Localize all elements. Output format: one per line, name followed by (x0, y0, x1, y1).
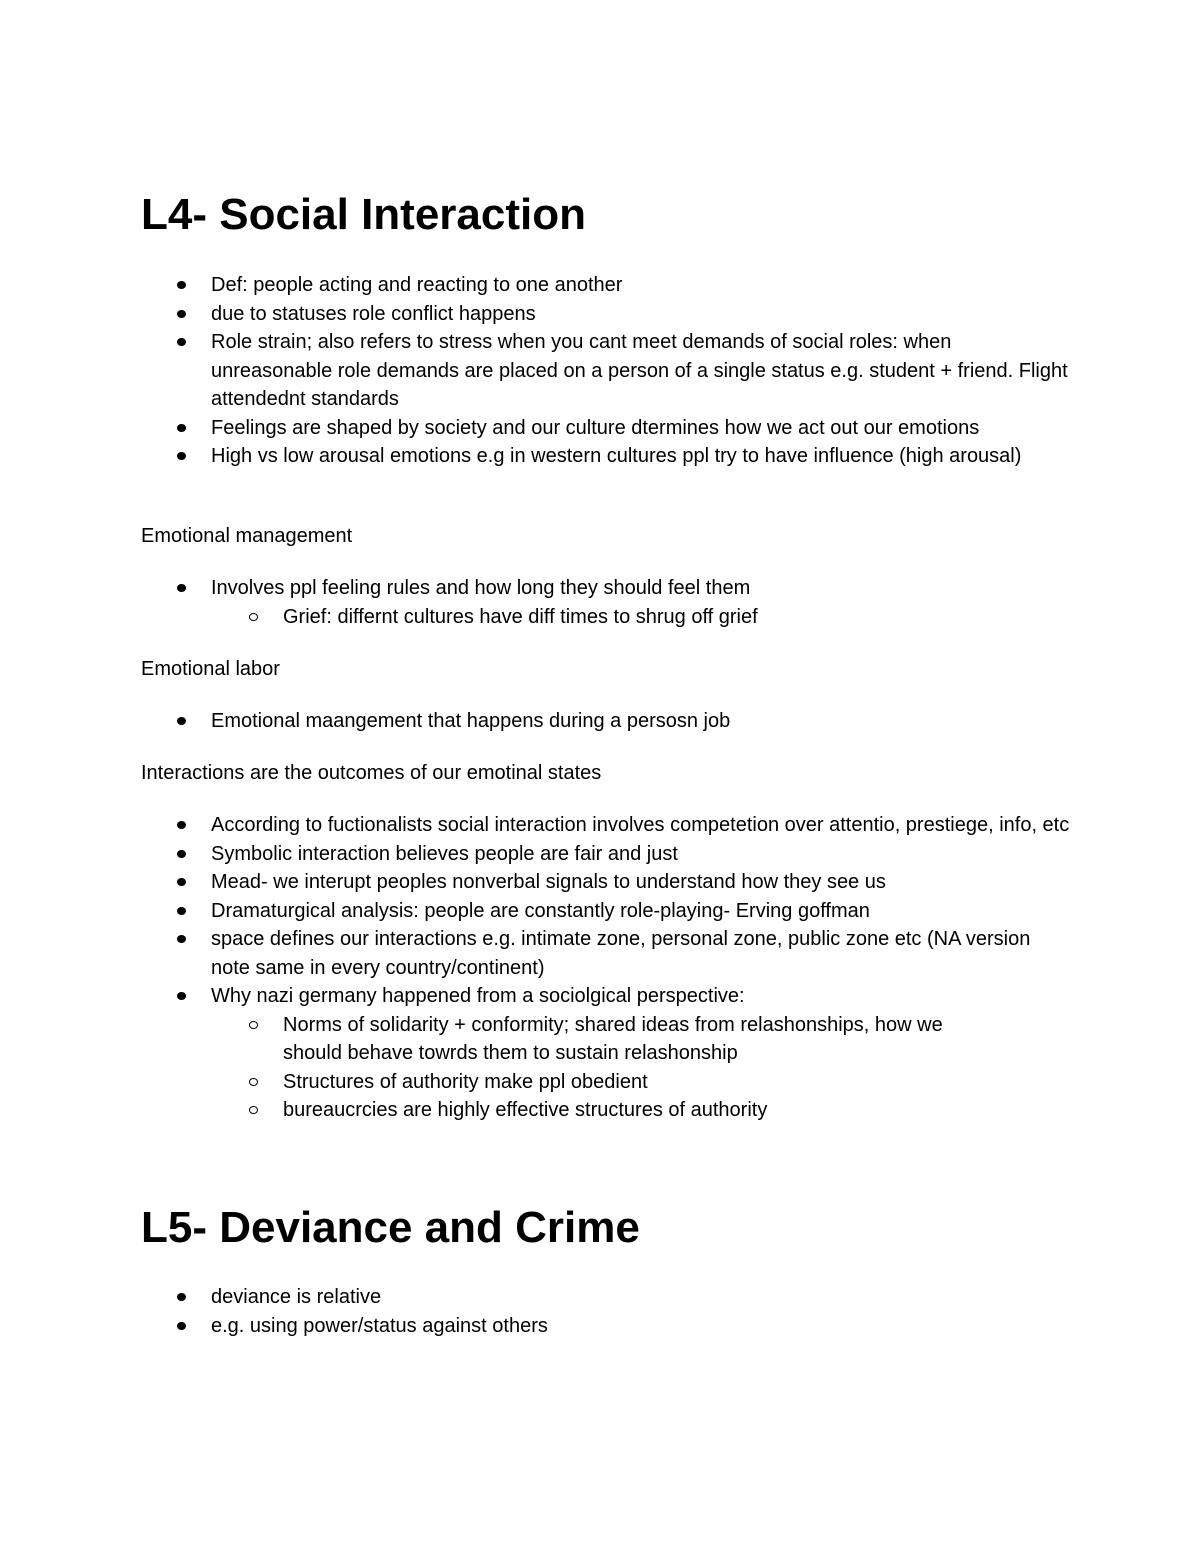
list-item: Def: people acting and reacting to one another (0, 271, 1071, 300)
list-item: Why nazi germany happened from a sociolgical perspective: (0, 982, 1071, 1011)
list-item: Symbolic interaction believes people are fair and just (0, 840, 1071, 869)
emotional-labor-heading: Emotional labor (141, 658, 280, 680)
interactions-list (0, 811, 1071, 1125)
list-item: deviance is relative (0, 1283, 1071, 1312)
l5-bullet-list (0, 1283, 1071, 1340)
list-item: e.g. using power/status against others (0, 1312, 1071, 1341)
emotional-management-list (0, 574, 1071, 631)
list-item: Emotional maangement that happens during a persosn job (0, 707, 1071, 736)
list-item: Role strain; also refers to stress when you cant meet demands of social roles: when unreasonable role demands are placed on a person of a single status e.g. student + friend. Flight attendednt standards (0, 328, 1071, 414)
sub-list-item: Norms of solidarity + conformity; shared ideas from relashonships, how we should behave towrds them to sustain relashonship (0, 1011, 1003, 1068)
list-item: due to statuses role conflict happens (0, 300, 1071, 329)
section-title-l4: L4- Social Interaction (141, 190, 586, 239)
sub-list-item: Grief: differnt cultures have diff times to shrug off grief (0, 603, 1003, 632)
l4-bullet-list (0, 271, 1071, 471)
sub-list-item: Structures of authority make ppl obedient (0, 1068, 1003, 1097)
sub-list-item: bureaucrcies are highly effective structures of authority (0, 1096, 1003, 1125)
section-title-l5: L5- Deviance and Crime (141, 1203, 640, 1252)
list-item: Mead- we interupt peoples nonverbal signals to understand how they see us (0, 868, 1071, 897)
list-item: Dramaturgical analysis: people are constantly role-playing- Erving goffman (0, 897, 1071, 926)
list-item: High vs low arousal emotions e.g in western cultures ppl try to have influence (high arousal) (0, 442, 1071, 471)
list-item: Feelings are shaped by society and our culture dtermines how we act out our emotions (0, 414, 1071, 443)
list-item: According to fuctionalists social interaction involves competetion over attentio, prestiege, info, etc (0, 811, 1071, 840)
interactions-heading: Interactions are the outcomes of our emotinal states (141, 762, 602, 784)
emotional-labor-list (0, 707, 1071, 736)
emotional-management-heading: Emotional management (141, 525, 353, 547)
list-item: space defines our interactions e.g. intimate zone, personal zone, public zone etc (NA version note same in every country/continent) (0, 925, 1071, 982)
list-item: Involves ppl feeling rules and how long they should feel them (0, 574, 1071, 603)
